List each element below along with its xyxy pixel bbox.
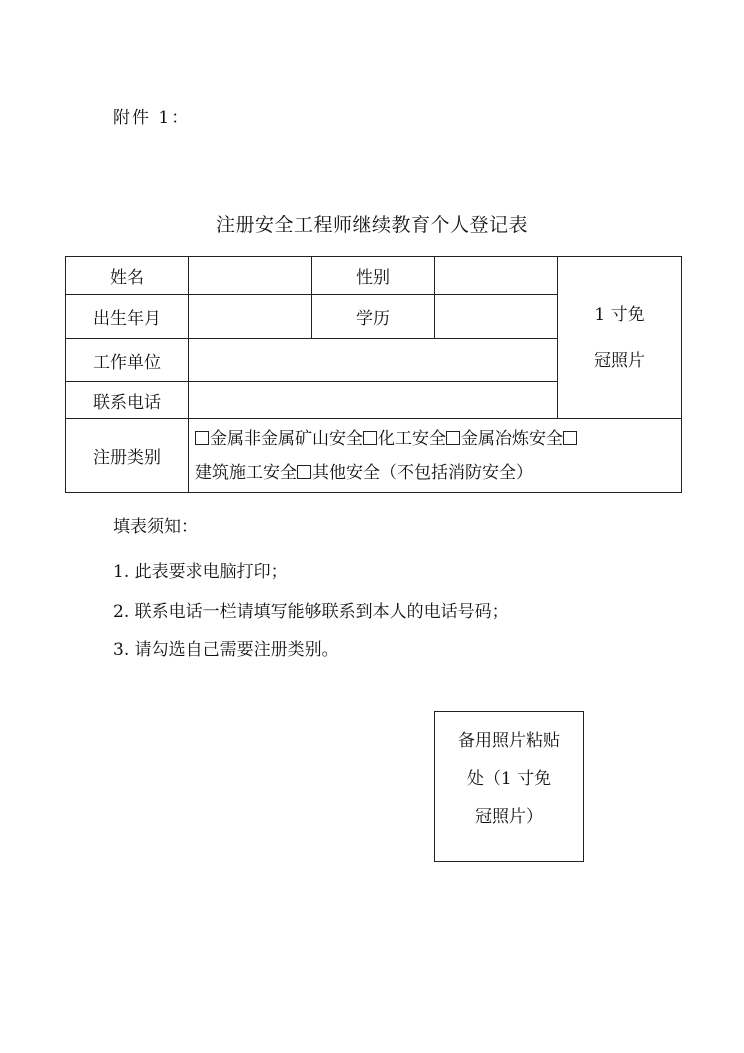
phone-label: 联系电话 xyxy=(66,382,189,419)
phone-field[interactable] xyxy=(189,382,558,419)
gender-label: 性别 xyxy=(312,257,435,295)
category-options-line1 xyxy=(195,422,675,456)
spare-photo-line2: 处（1 寸免 xyxy=(466,769,552,789)
photo-placeholder xyxy=(558,257,682,419)
photo-text-line1: 1 寸免 xyxy=(594,304,645,325)
employer-field[interactable] xyxy=(189,339,558,382)
notes-heading: 填表须知： xyxy=(113,517,198,537)
note-item: 2. 联系电话一栏请填写能够联系到本人的电话号码； xyxy=(113,602,509,622)
name-field[interactable] xyxy=(189,257,312,295)
checkbox-icon[interactable] xyxy=(195,431,209,445)
category-option-label: 建筑施工安全 xyxy=(195,462,297,483)
attachment-label: 附件 1： xyxy=(113,108,191,128)
category-label: 注册类别 xyxy=(66,419,189,493)
category-option[interactable] xyxy=(363,429,446,449)
registration-form-table xyxy=(65,256,682,493)
category-options xyxy=(189,419,682,493)
category-option[interactable] xyxy=(195,463,297,483)
category-option-label: 金属非金属矿山安全 xyxy=(210,428,363,449)
category-options-line2 xyxy=(195,456,675,490)
checkbox-icon[interactable] xyxy=(363,431,377,445)
checkbox-icon[interactable] xyxy=(297,465,311,479)
birth-date-label: 出生年月 xyxy=(66,295,189,339)
education-field[interactable] xyxy=(435,295,558,339)
spare-photo-box xyxy=(434,711,584,862)
checkbox-icon[interactable] xyxy=(563,431,577,445)
category-option[interactable] xyxy=(195,429,363,449)
education-label: 学历 xyxy=(312,295,435,339)
photo-text-line2: 冠照片 xyxy=(594,350,645,371)
gender-field[interactable] xyxy=(435,257,558,295)
category-option[interactable] xyxy=(446,429,563,449)
spare-photo-line3: 冠照片） xyxy=(475,807,543,827)
note-item: 1. 此表要求电脑打印； xyxy=(113,562,288,582)
note-item: 3. 请勾选自己需要注册类别。 xyxy=(113,640,339,660)
checkbox-icon[interactable] xyxy=(446,431,460,445)
spare-photo-line1: 备用照片粘贴 xyxy=(458,731,560,751)
category-option-label: 化工安全 xyxy=(378,428,446,449)
birth-date-field[interactable] xyxy=(189,295,312,339)
category-option-label: 其他安全（不包括消防安全） xyxy=(312,462,533,483)
category-option-label: 金属冶炼安全 xyxy=(461,428,563,449)
form-title: 注册安全工程师继续教育个人登记表 xyxy=(215,214,528,236)
name-label: 姓名 xyxy=(66,257,189,295)
category-option[interactable] xyxy=(297,463,533,483)
employer-label: 工作单位 xyxy=(66,339,189,382)
